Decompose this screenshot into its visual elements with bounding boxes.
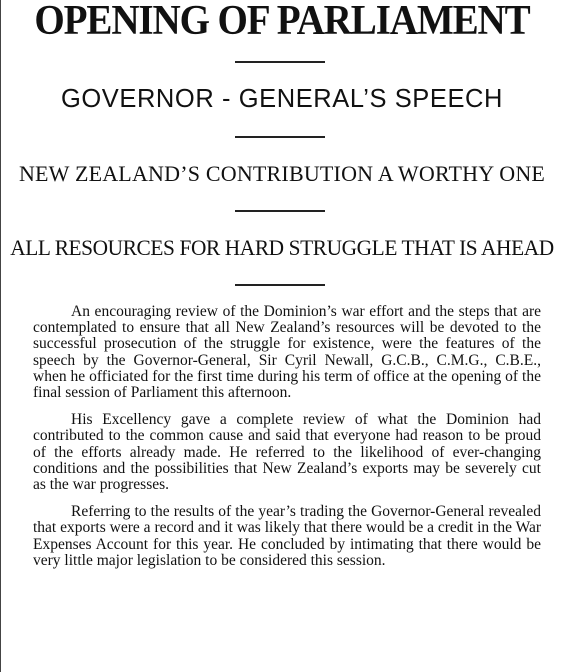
divider-rule xyxy=(235,61,325,63)
divider-rule xyxy=(235,284,325,286)
divider-rule xyxy=(235,136,325,138)
article-paragraph: His Excellency gave a complete review of what the Dominion had contributed to the common cause and said that everyone had reason to be proud of the efforts already made. He referred to the likelihood of ever-changing conditions and the possibilities that New Zealand’s exports may be severely cut as the war progresses. xyxy=(33,411,541,494)
article-paragraph: An encouraging review of the Dominion’s war effort and the steps that are contemplated to ensure that all New Zealand’s resources will be devoted to the successful prosecution of the struggle for existence, were the features of the speech by the Governor-General, Sir Cyril Newall, G.C.B., C.M.G., C.B.E., when he officiated for the first time during his term of office at the opening of the final session of Parliament this afternoon. xyxy=(33,303,541,402)
article-paragraph: Referring to the results of the year’s trading the Governor-General revealed that exports were a record and it was likely that there would be a credit in the War Expenses Account for this year. He concluded by intimating that there would be very little major legislation to be considered this session. xyxy=(33,503,541,569)
subheadline-speech: GOVERNOR - GENERAL’S SPEECH xyxy=(60,83,504,113)
subheadline-contribution: NEW ZEALAND’S CONTRIBUTION A WORTHY ONE xyxy=(18,161,546,186)
divider-rule xyxy=(235,210,325,212)
subheadline-resources: ALL RESOURCES FOR HARD STRUGGLE THAT IS AHEAD xyxy=(10,235,554,260)
article-body xyxy=(33,304,541,580)
headline: OPENING OF PARLIAMENT xyxy=(34,0,530,44)
